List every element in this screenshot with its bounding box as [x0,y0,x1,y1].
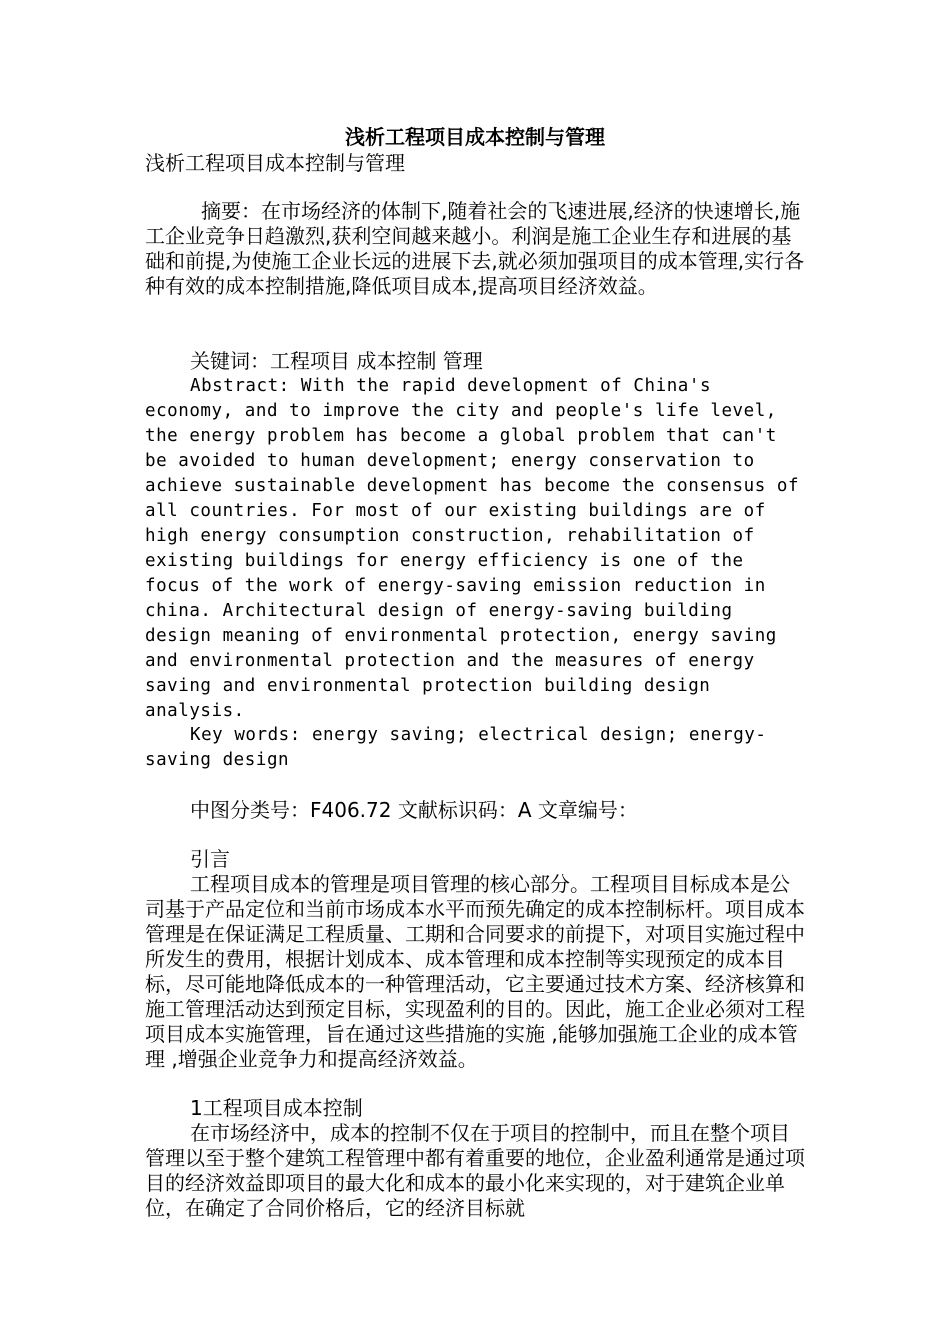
keywords-cn: 关键词：工程项目 成本控制 管理 [190,349,483,373]
intro-paragraph: 工程项目成本的管理是项目管理的核心部分。工程项目目标成本是公司基于产品定位和当前市场成本水平而预先确定的成本控制标杆。项目成本管理是在保证满足工程质量、工期和合同要求的前提下，对项目实施过程中所发生的费用，根据计划成本、成本管理和成本控制等实现预定的成本目标，尽可能地降低成本的一种管理活动，它主要通过技术方案、经济核算和施工管理活动达到预定目标，实现盈利的目的。因此，施工企业必须对工程项目成本实施管理，旨在通过这些措施的实施 ,能够加强施工企业的成本管理 ,增强企业竞争力和提高经济效益。 [145,872,805,1071]
section1-heading: 1工程项目成本控制 [190,1096,363,1120]
abstract-en: Abstract: With the rapid development of China's economy, and to improve the city and people's life level, the energy problem has become a global problem that can't be avoided to human development; energy conservation to achieve sustainable development has become the consensus of all countries. For most of our existing buildings are of high energy consumption construction, rehabilitation of existing buildings for energy efficiency is one of the focus of the work of energy-saving emission reduction in china. Architectural design of energy-saving building design meaning of environmental protection, energy saving and environmental protection and the measures of energy saving and environmental protection building design analysis. [145,376,800,721]
abstract-cn: 摘要：在市场经济的体制下,随着社会的飞速进展,经济的快速增长,施工企业竞争日趋激烈,获利空间越来越小。利润是施工企业生存和进展的基础和前提,为使施工企业长远的进展下去,就必须加强项目的成本管理,实行各种有效的成本控制措施,降低项目成本,提高项目经济效益。 [145,199,805,298]
section1-paragraph: 在市场经济中，成本的控制不仅在于项目的控制中，而且在整个项目管理以至于整个建筑工程管理中都有着重要的地位，企业盈利通常是通过项目的经济效益即项目的最大化和成本的最小化来实现的，对于建筑企业单位，在确定了合同价格后，它的经济目标就 [145,1121,805,1220]
document-subtitle: 浅析工程项目成本控制与管理 [145,151,405,175]
intro-heading: 引言 [190,847,230,871]
classification-line: 中图分类号：F406.72 文献标识码：A 文章编号： [190,798,638,822]
keywords-en: Key words: energy saving; electrical design; energy-saving design [145,725,767,770]
document-title: 浅析工程项目成本控制与管理 [345,125,605,149]
